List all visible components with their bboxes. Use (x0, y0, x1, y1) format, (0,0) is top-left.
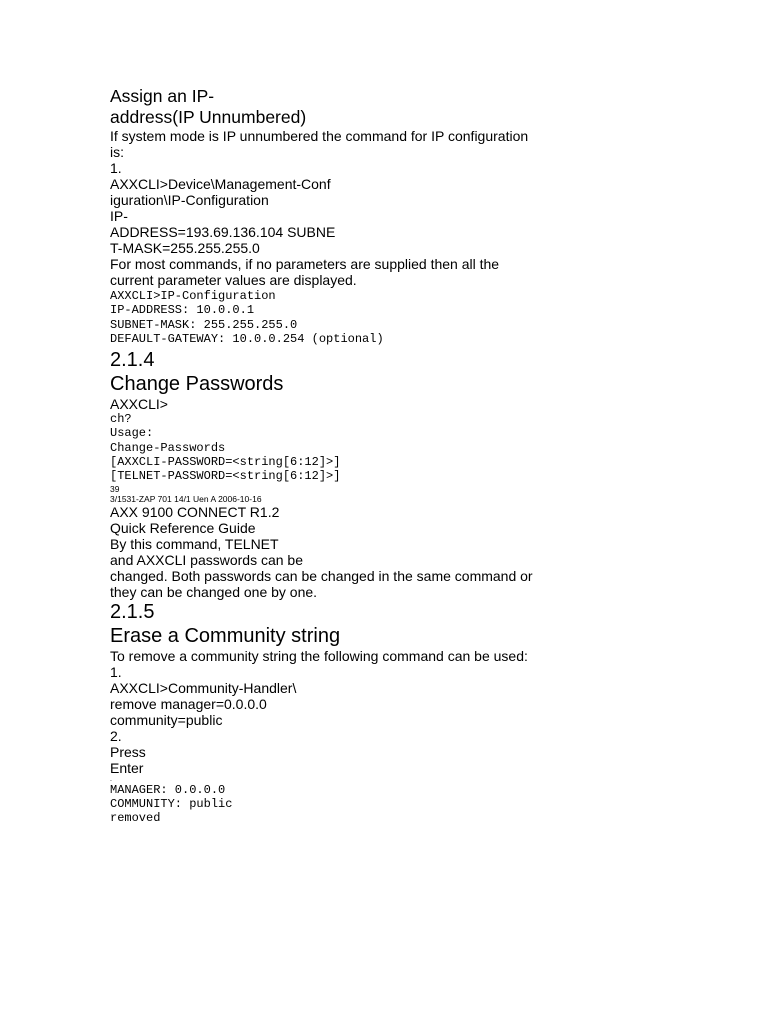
step-number: 2. (110, 727, 122, 744)
section-number: 2.1.5 (110, 600, 155, 623)
code-line: Usage: (110, 426, 154, 441)
code-line: Change-Passwords (110, 440, 226, 455)
section-title: Erase a Community string (110, 624, 341, 647)
code-line: COMMUNITY: public (110, 796, 233, 811)
command-line: community=public (110, 711, 223, 728)
command-line: remove manager=0.0.0.0 (110, 695, 267, 712)
code-line: AXXCLI>IP-Configuration (110, 289, 276, 303)
body-text: Press (110, 743, 146, 760)
code-line: removed (110, 811, 161, 826)
command-line: ADDRESS=193.69.136.104 SUBNE (110, 224, 336, 240)
body-text: they can be changed one by one. (110, 583, 318, 600)
section-number: 2.1.4 (110, 349, 155, 372)
body-text: changed. Both passwords can be changed in the same command or (110, 567, 533, 584)
body-text: By this command, TELNET (110, 535, 279, 552)
body-text: is: (110, 144, 124, 160)
ip-output-block (110, 289, 730, 346)
command-line: AXXCLI>Device\Management-Conf (110, 176, 331, 192)
body-text: Enter (110, 759, 144, 776)
body-text: current parameter values are displayed. (110, 272, 357, 288)
step-number: 1. (110, 160, 122, 176)
body-text: For most commands, if no parameters are supplied then all the (110, 256, 500, 272)
code-line: [TELNET-PASSWORD=<string[6:12]>] (110, 469, 341, 484)
code-line: DEFAULT-GATEWAY: 10.0.0.254 (optional) (110, 331, 384, 346)
ip-heading (110, 86, 730, 128)
command-line: IP- (110, 208, 128, 224)
command-line: AXXCLI>Community-Handler\ (110, 679, 297, 696)
command-line: T-MASK=255.255.255.0 (110, 240, 260, 256)
body-text: To remove a community string the following command can be used: (110, 647, 528, 664)
code-line: [AXXCLI-PASSWORD=<string[6:12]>] (110, 455, 341, 470)
product-name: AXX 9100 CONNECT R1.2 (110, 503, 280, 520)
body-text: If system mode is IP unnumbered the command for IP configuration (110, 128, 529, 144)
section-title: Change Passwords (110, 373, 284, 396)
code-line: MANAGER: 0.0.0.0 (110, 782, 226, 797)
command-line: iguration\IP-Configuration (110, 192, 269, 208)
heading-line: Assign an IP- (110, 86, 215, 106)
heading-line: address(IP Unnumbered) (110, 107, 307, 127)
document-page (110, 86, 730, 826)
page-number: 39 (110, 483, 120, 494)
prompt-text: AXXCLI> (110, 396, 168, 413)
code-line: SUBNET-MASK: 255.255.255.0 (110, 317, 298, 332)
body-text: and AXXCLI passwords can be (110, 551, 304, 568)
guide-name: Quick Reference Guide (110, 519, 256, 536)
period-text: . (110, 775, 112, 783)
step-number: 1. (110, 663, 122, 680)
code-line: IP-ADDRESS: 10.0.0.1 (110, 303, 255, 318)
doc-reference: 3/1531-ZAP 701 14/1 Uen A 2006-10-16 (110, 493, 262, 504)
code-line: ch? (110, 412, 132, 427)
page-footer (110, 484, 730, 536)
